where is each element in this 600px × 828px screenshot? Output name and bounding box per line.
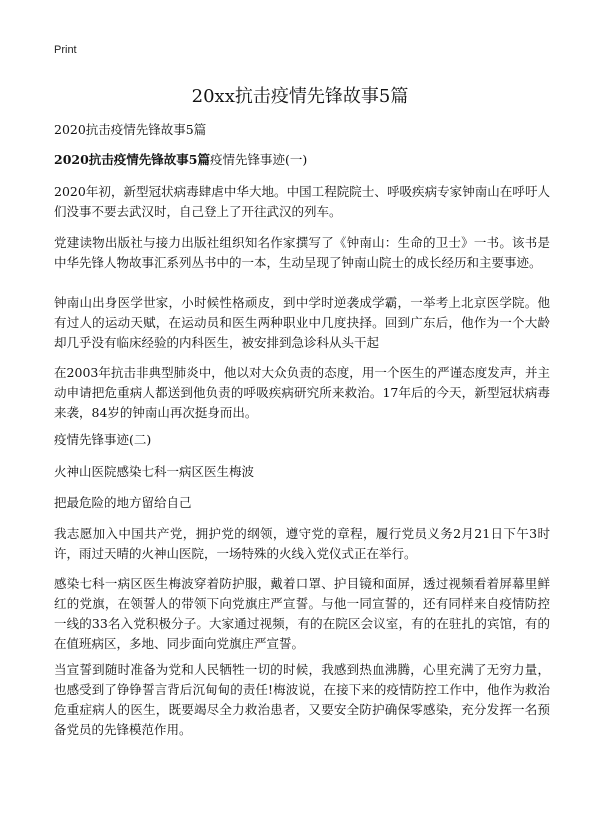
print-label: Print <box>54 44 77 56</box>
paragraph-3: 钟南山出身医学世家，小时候性格顽皮，到中学时逆袭成学霸，一举考上北京医学院。他有过人的运动天赋，在运动员和医生两种职业中几度抉择。回到广东后，他作为一个大龄却几乎没有临床经验的内科医生，被安排到急诊科从头干起 <box>54 295 550 350</box>
section1-heading-bold: 2020抗击疫情先锋故事5篇 <box>54 152 210 167</box>
document-title: 20xx抗击疫情先锋故事5篇 <box>191 86 409 107</box>
section2-heading: 疫情先锋事迹(二) <box>54 432 152 447</box>
paragraph-1: 2020年初，新型冠状病毒肆虐中华大地。中国工程院院士、呼吸疾病专家钟南山在呼吁人们没事不要去武汉时，自己登上了开往武汉的列车。 <box>54 184 550 219</box>
paragraph-2: 党建读物出版社与接力出版社组织知名作家撰写了《钟南山：生命的卫士》一书。该书是中华先锋人物故事汇系列丛书中的一本，生动呈现了钟南山院士的成长经历和主要事迹。 <box>54 235 550 270</box>
document-subtitle: 2020抗击疫情先锋故事5篇 <box>54 122 207 137</box>
section1-heading-rest: 疫情先锋事迹(一) <box>210 152 308 167</box>
section2-subheading: 火神山医院感染七科一病区医生梅波 <box>54 464 255 479</box>
paragraph-6: 感染七科一病区医生梅波穿着防护服，戴着口罩、护目镜和面屏，透过视频看着屏幕里鲜红的党旗，在领誓人的带领下向党旗庄严宣誓。与他一同宣誓的，还有同样来自疫情防控一线的33名入党积极分子。大家通过视频，有的在院区会议室，有的在驻扎的宾馆，有的在值班病区，多地、同步面向党旗庄严宣誓。 <box>54 576 550 651</box>
section1-heading <box>54 150 550 170</box>
paragraph-4: 在2003年抗击非典型肺炎中，他以对大众负责的态度，用一个医生的严谨态度发声，并主动申请把危重病人都送到他负责的呼吸疾病研究所来救治。17年后的今天，新型冠状病毒来袭，84岁的钟南山再次挺身而出。 <box>54 365 550 420</box>
paragraph-7: 当宣誓到随时准备为党和人民牺牲一切的时候，我感到热血沸腾，心里充满了无穷力量，也感受到了铮铮誓言背后沉甸甸的责任!梅波说，在接下来的疫情防控工作中，他作为救治危重症病人的医生，既要竭尽全力救治患者，又要安全防护确保零感染，充分发挥一名预备党员的先锋模范作用。 <box>54 662 550 737</box>
section2-tagline: 把最危险的地方留给自己 <box>54 495 192 510</box>
paragraph-5: 我志愿加入中国共产党，拥护党的纲领，遵守党的章程，履行党员义务2月21日下午3时许，雨过天晴的火神山医院，一场特殊的火线入党仪式正在举行。 <box>54 526 550 561</box>
